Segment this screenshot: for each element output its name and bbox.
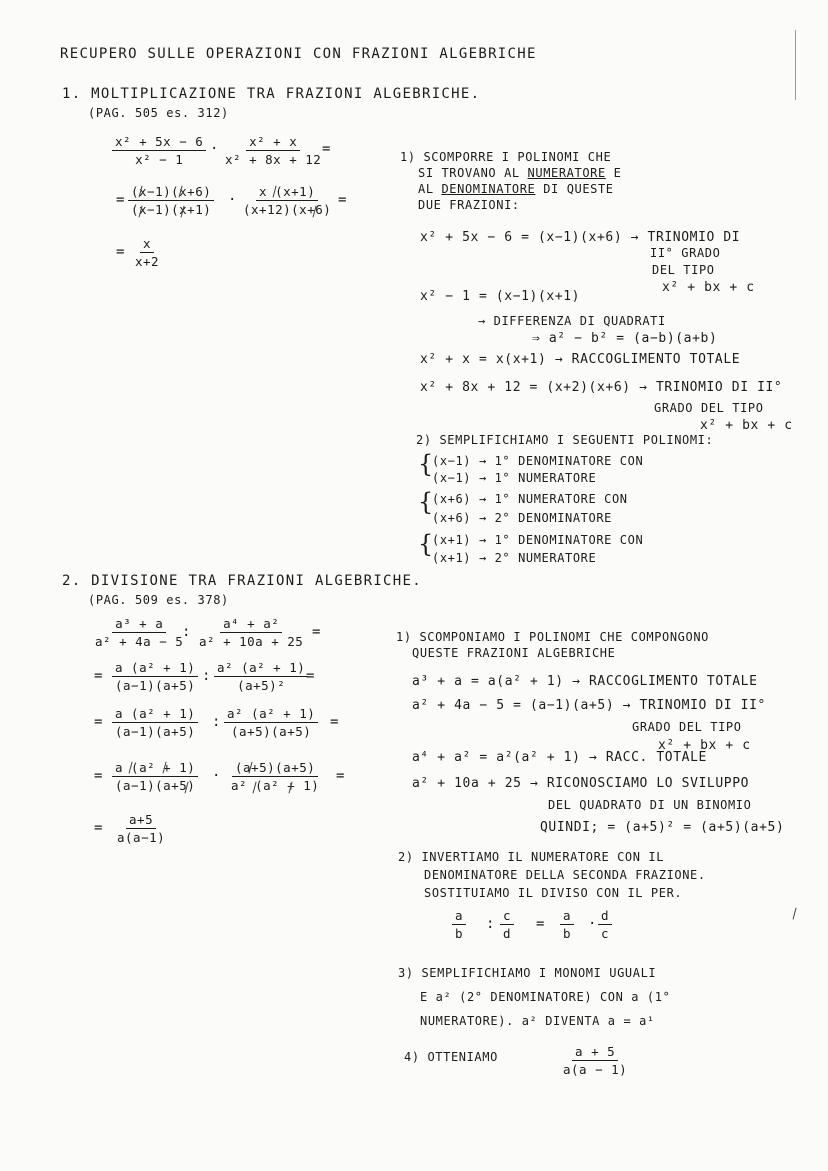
- rule-d-2: d: [598, 908, 612, 925]
- s1-eq1-tipo: DEL TIPO: [652, 263, 715, 277]
- s1-l3-lead-equals: =: [116, 244, 125, 260]
- brace-1: {: [418, 450, 434, 478]
- s1-l1-f1-denominator: x² − 1: [135, 152, 184, 167]
- s2-l2-operator: :: [202, 668, 211, 684]
- section2-reference: (PAG. 509 es. 378): [88, 593, 229, 607]
- s1-l2-equals: =: [338, 192, 347, 208]
- s2-eq1: a³ + a = a(a² + 1) → RACCOGLIMENTO TOTALE: [412, 674, 758, 689]
- s2-eq2: a² + 4a − 5 = (a−1)(a+5) → TRINOMIO DI II°: [412, 698, 766, 713]
- s1-step1-line3: [418, 182, 614, 196]
- s1-l1-equals: =: [322, 141, 331, 157]
- s1-l1-f2-numerator: x² + x: [246, 134, 300, 151]
- s2-eq2-form: x² + bx + c: [658, 738, 751, 753]
- s2-l2-f2-numerator: a² (a² + 1): [214, 660, 308, 677]
- s1-l2-f1-denominator: (x−1)(x+1): [131, 202, 212, 217]
- s1-l1-f1-numerator: x² + 5x − 6: [112, 134, 206, 151]
- s1-pair1b: (x−1) → 1° NUMERATORE: [432, 471, 597, 485]
- s2-l3-operator: :: [212, 714, 221, 730]
- s1-l1-f2-denominator: x² + 8x + 12: [225, 152, 322, 167]
- s1-l1-operator: ·: [210, 141, 219, 157]
- s1-eq2-formula: ⇒ a² − b² = (a−b)(a+b): [532, 331, 718, 346]
- s2-l2-fraction-1: [112, 660, 198, 693]
- s2-l1-f2-numerator: a⁴ + a²: [220, 616, 282, 633]
- s2-eq2-tipo: GRADO DEL TIPO: [632, 720, 742, 734]
- s2-final-numerator: a + 5: [572, 1044, 618, 1061]
- rule-dot: ·: [588, 916, 597, 932]
- s2-step2-line2: DENOMINATORE DELLA SECONDA FRAZIONE.: [424, 868, 706, 882]
- section1-heading: 1. MOLTIPLICAZIONE TRA FRAZIONI ALGEBRICHE.: [62, 86, 481, 102]
- s2-l1-fraction-1: [92, 616, 186, 649]
- s2-l3-f1-denominator: (a−1)(a+5): [115, 724, 196, 739]
- s2-l4-f1-numerator: a (a² + 1): [112, 760, 198, 777]
- s2-l3-equals: =: [330, 714, 339, 730]
- s2-l1-f2-denominator: a² + 10a + 25: [199, 634, 304, 649]
- brace-3: {: [418, 530, 434, 558]
- s2-l5-lead-equals: =: [94, 820, 103, 836]
- s2-l4-operator: ·: [212, 768, 221, 784]
- s1-l2-fraction-2: [240, 184, 334, 217]
- s2-l4-f1-denominator: (a−1)(a+5): [115, 778, 196, 793]
- s1-step1-line3-b: DI QUESTE: [535, 182, 614, 196]
- s2-step2-line1: 2) INVERTIAMO IL NUMERATORE CON IL: [398, 850, 665, 864]
- s2-step4: 4) OTTENIAMO: [404, 1050, 498, 1064]
- s1-step1-line3-a: AL: [418, 182, 442, 196]
- rule-frac-d-c: [598, 908, 612, 941]
- s1-step1-numeratore: NUMERATORE: [527, 166, 606, 180]
- s2-l1-operator: :: [182, 624, 191, 640]
- s2-step3-line2: E a² (2° DENOMINATORE) CON a (1°: [420, 990, 671, 1004]
- s1-l2-f2-denominator: (x+12)(x+6): [243, 202, 332, 217]
- s2-final-denominator: a(a − 1): [563, 1062, 628, 1077]
- page-title: RECUPERO SULLE OPERAZIONI CON FRAZIONI ALGEBRICHE: [60, 46, 537, 62]
- section2-heading: 2. DIVISIONE TRA FRAZIONI ALGEBRICHE.: [62, 573, 422, 589]
- s2-step3-line3: NUMERATORE). a² DIVENTA a = a¹: [420, 1014, 655, 1028]
- s2-eq4-binomio: DEL QUADRATO DI UN BINOMIO: [548, 798, 752, 812]
- s2-eq3: a⁴ + a² = a²(a² + 1) → RACC. TOTALE: [412, 750, 707, 765]
- s2-l3-fraction-1: [112, 706, 198, 739]
- rule-colon: :: [486, 916, 495, 932]
- s1-eq4-tipo: GRADO DEL TIPO: [654, 401, 764, 415]
- s2-l1-fraction-2: [196, 616, 306, 649]
- rule-frac-a-b-2: [560, 908, 574, 941]
- s1-pair3b: (x+1) → 2° NUMERATORE: [432, 551, 597, 565]
- s1-eq2-diff: → DIFFERENZA DI QUADRATI: [478, 314, 666, 328]
- s2-l1-f1-numerator: a³ + a: [112, 616, 166, 633]
- s2-step1-line2: QUESTE FRAZIONI ALGEBRICHE: [412, 646, 616, 660]
- rule-d: d: [503, 926, 512, 941]
- s2-l2-equals: =: [306, 668, 315, 684]
- section1-reference: (PAG. 505 es. 312): [88, 106, 229, 120]
- s1-fraction-2: [222, 134, 324, 167]
- rule-c: c: [500, 908, 514, 925]
- s2-result-fraction: [114, 812, 168, 845]
- rule-a: a: [452, 908, 466, 925]
- s2-result-denominator: a(a−1): [117, 830, 166, 845]
- rule-a-2: a: [560, 908, 574, 925]
- s1-eq2: x² − 1 = (x−1)(x+1): [420, 289, 581, 304]
- s1-pair2a: (x+6) → 1° NUMERATORE CON: [432, 492, 628, 506]
- s2-l2-fraction-2: [214, 660, 308, 693]
- s1-step1-denominatore: DENOMINATORE: [441, 182, 536, 196]
- s2-eq4: a² + 10a + 25 → RICONOSCIAMO LO SVILUPPO: [412, 776, 750, 791]
- s1-l2-operator: ·: [228, 192, 237, 208]
- rule-frac-a-b: [452, 908, 466, 941]
- s1-eq4-form: x² + bx + c: [700, 418, 793, 433]
- s1-fraction-1: [112, 134, 206, 167]
- s1-step1-line2-b: E: [605, 166, 622, 180]
- s2-l3-lead-equals: =: [94, 714, 103, 730]
- s1-step1-line2: [418, 166, 621, 180]
- s2-eq4-quindi: QUINDI; = (a+5)² = (a+5)(a+5): [540, 820, 785, 835]
- s2-l3-f1-numerator: a (a² + 1): [112, 706, 198, 723]
- stray-pen-mark: [793, 908, 800, 921]
- s1-l2-lead-equals: =: [116, 192, 125, 208]
- s2-l2-f1-denominator: (a−1)(a+5): [115, 678, 196, 693]
- s1-step1-line2-a: SI TROVANO AL: [418, 166, 528, 180]
- paper-edge: [795, 30, 796, 100]
- s2-l3-f2-denominator: (a+5)(a+5): [231, 724, 312, 739]
- s2-l1-f1-denominator: a² + 4a − 5: [95, 634, 184, 649]
- s2-l4-f2-denominator: a² (a² + 1): [231, 778, 320, 793]
- s1-result-numerator: x: [140, 236, 154, 253]
- s1-eq3: x² + x = x(x+1) → RACCOGLIMENTO TOTALE: [420, 352, 741, 367]
- rule-equals: =: [536, 916, 545, 932]
- s1-eq1-form: x² + bx + c: [662, 280, 755, 295]
- s2-l4-equals: =: [336, 768, 345, 784]
- s1-eq1-grado: II° GRADO: [650, 246, 721, 260]
- s1-pair1a: (x−1) → 1° DENOMINATORE CON: [432, 454, 644, 468]
- s2-l2-lead-equals: =: [94, 668, 103, 684]
- s2-l4-fraction-2: [228, 760, 322, 793]
- s1-l2-f2-numerator: x (x+1): [256, 184, 318, 201]
- s2-final-fraction: [560, 1044, 630, 1077]
- s1-step1-line4: DUE FRAZIONI:: [418, 198, 520, 212]
- s1-step1-line1: 1) SCOMPORRE I POLINOMI CHE: [400, 150, 612, 164]
- s2-step3-line1: 3) SEMPLIFICHIAMO I MONOMI UGUALI: [398, 966, 657, 980]
- s1-pair3a: (x+1) → 1° DENOMINATORE CON: [432, 533, 644, 547]
- s1-pair2b: (x+6) → 2° DENOMINATORE: [432, 511, 612, 525]
- s2-step2-line3: SOSTITUIAMO IL DIVISO CON IL PER.: [424, 886, 683, 900]
- brace-2: {: [418, 488, 434, 516]
- s2-l3-fraction-2: [224, 706, 318, 739]
- s1-l2-f1-numerator: (x−1)(x+6): [128, 184, 214, 201]
- s2-l3-f2-numerator: a² (a² + 1): [224, 706, 318, 723]
- s1-eq4: x² + 8x + 12 = (x+2)(x+6) → TRINOMIO DI II°: [420, 380, 783, 395]
- rule-b: b: [455, 926, 464, 941]
- s1-result-fraction: [132, 236, 162, 269]
- s2-step1-line1: 1) SCOMPONIAMO I POLINOMI CHE COMPONGONO: [396, 630, 709, 644]
- rule-frac-c-d: [500, 908, 514, 941]
- s2-l4-lead-equals: =: [94, 768, 103, 784]
- s2-result-numerator: a+5: [126, 812, 156, 829]
- rule-c-2: c: [601, 926, 610, 941]
- s1-step2: 2) SEMPLIFICHIAMO I SEGUENTI POLINOMI:: [416, 433, 714, 447]
- s2-l1-equals: =: [312, 624, 321, 640]
- s2-l2-f2-denominator: (a+5)²: [237, 678, 286, 693]
- s1-eq1: x² + 5x − 6 = (x−1)(x+6) → TRINOMIO DI: [420, 230, 741, 245]
- rule-b-2: b: [563, 926, 572, 941]
- s1-result-denominator: x+2: [135, 254, 160, 269]
- s2-l4-f2-numerator: (a+5)(a+5): [232, 760, 318, 777]
- s2-l2-f1-numerator: a (a² + 1): [112, 660, 198, 677]
